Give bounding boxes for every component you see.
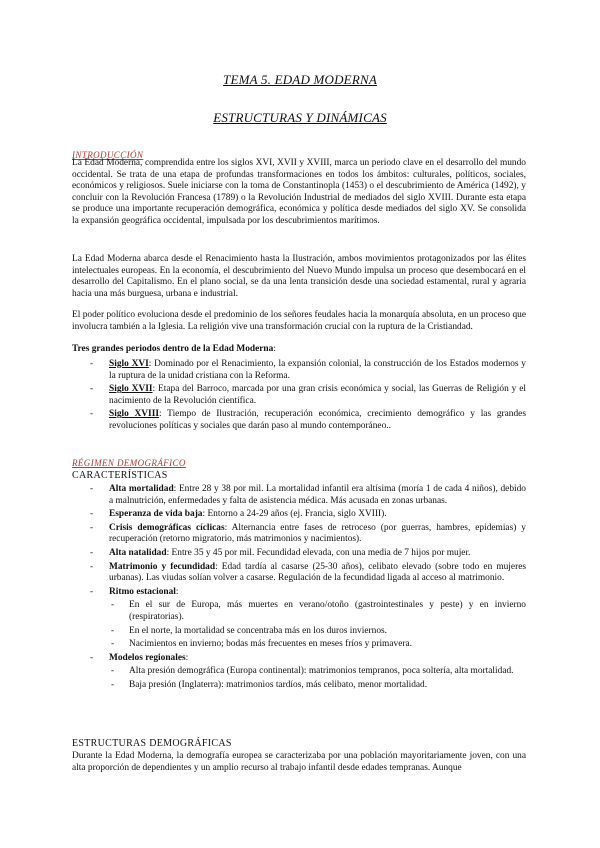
period-label: Siglo XVII	[109, 384, 153, 395]
list-item	[72, 548, 526, 560]
intro-paragraph-3: El poder político evoluciona desde el predominio de los señores feudales hacia la monarquía absoluta, en un proceso que involucra también a la Iglesia. La religión vive una transformación crucial con la ruptura de la Cristiandad.	[72, 310, 526, 332]
period-label: Siglo XVI	[109, 359, 149, 369]
list-item	[72, 484, 526, 507]
list-item: - Alta presión demográfica (Europa continental): matrimonios tempranos, poca soltería, alta mortalidad.	[109, 666, 526, 678]
item-colon: :	[185, 652, 189, 663]
periods-heading-colon: :	[273, 344, 276, 354]
period-text: : Etapa del Barroco, marcada por una gran crisis económica y social, las Guerras de Religión y el nacimiento de la Revolución científica.	[109, 384, 526, 406]
list-item: - En el sur de Europa, más muertes en verano/otoño (gastrointestinales y peste) y en invierno (respiratorias).	[109, 600, 526, 623]
section-heading-introduccion: INTRODUCCIÓN	[72, 150, 144, 160]
item-text: : Edad tardía al casarse (25-30 años), celibato elevado (sobre todo en mujeres urbanas). Las viudas solían volver a casarse. Regulación de la fecundidad ligada al acceso al matrimonio.	[109, 561, 527, 584]
item-label: Modelos regionales	[109, 652, 186, 663]
list-item	[72, 509, 526, 521]
item-colon: :	[175, 586, 179, 597]
document-title: TEMA 5. EDAD MODERNA	[223, 72, 377, 87]
subheading-caracteristicas: CARACTERÍSTICAS	[72, 470, 168, 481]
item-label: Alta natalidad	[109, 547, 167, 558]
modelos-sublist	[109, 666, 526, 691]
item-text: : Alternancia entre fases de retroceso (por guerras, hambres, epidemias) y recuperación (retorno migratorio, más matrimonios y nacimientos).	[109, 522, 526, 545]
list-item	[72, 587, 526, 651]
periods-list	[72, 359, 526, 435]
estructuras-paragraph-1: Durante la Edad Moderna, la demografía europea se caracterizaba por una población mayoritariamente joven, con una alta proporción de dependientes y un amplio recurso al trabajo infantil desde edades tempranas. Aunque	[72, 751, 526, 773]
intro-paragraph-2: La Edad Moderna abarca desde el Renacimiento hasta la Ilustración, ambos movimientos protagonizados por las élites intelectuales europeas. En la economía, el descubrimiento del Nuevo Mundo impulsa un proceso que desembocará en el desarrollo del Capitalismo. En el plano social, se da una lenta transición desde una sociedad estamental, rural y agraria hacia una más burguesa, urbana e industrial.	[72, 254, 526, 299]
item-label: Ritmo estacional	[109, 586, 176, 597]
intro-paragraph-1: La Edad Moderna, comprendida entre los siglos XVI, XVII y XVIII, marca un periodo clave en el desarrollo del mundo occidental. Se trata de una etapa de profundas transformaciones en todos los ámbitos: culturales, políticos, sociales, económicos y religiosos. Suele iniciarse con la toma de Constantinopla (1453) o el descubrimiento de América (1492), y concluir con la Revolución Francesa (1789) o la Revolución Industrial de mediados del siglo XVIII. Durante esta etapa se produce una importante recuperación demográfica, económica y política desde mediados del siglo XV. Se consolida la expansión geográfica occidental, impulsada por los descubrimientos marítimos.	[72, 158, 526, 226]
item-label: Esperanza de vida baja	[109, 509, 203, 520]
characteristics-list	[72, 484, 526, 694]
periods-heading-line	[72, 344, 526, 356]
ritmo-sublist	[109, 600, 526, 650]
item-text: : Entre 35 y 45 por mil. Fecundidad elevada, con una media de 7 hijos por mujer.	[166, 547, 471, 558]
list-item	[72, 562, 526, 585]
item-label: Matrimonio y fecundidad	[109, 561, 216, 572]
item-text: : Entre 28 y 38 por mil. La mortalidad infantil era altísima (moría 1 de cada 4 niños), debido a malnutrición, enfermedades y falta de asistencia médica. Más acusada en zonas urbanas.	[109, 484, 526, 506]
item-label: Alta mortalidad	[109, 484, 174, 494]
periods-heading: Tres grandes periodos dentro de la Edad Moderna	[72, 344, 274, 354]
list-item: - Nacimientos en invierno; bodas más frecuentes en meses fríos y primavera.	[109, 639, 526, 651]
list-item	[72, 523, 526, 546]
item-text: : Entorno a 24-29 años (ej. Francia, siglo XVIII).	[202, 509, 387, 520]
subheading-estructuras: ESTRUCTURAS DEMOGRÁFICAS	[72, 738, 232, 749]
list-item: - Baja presión (Inglaterra): matrimonios tardíos, más celibato, menor mortalidad.	[109, 680, 526, 692]
section-heading-regimen: RÉGIMEN DEMOGRÁFICO	[72, 458, 186, 468]
list-item	[72, 359, 526, 382]
list-item: - En el norte, la mortalidad se concentraba más en los duros inviernos.	[109, 626, 526, 638]
list-item	[72, 409, 526, 432]
period-text: : Dominado por el Renacimiento, la expansión colonial, la construcción de los Estados modernos y la ruptura de la unidad cristiana con la Reforma.	[109, 359, 526, 381]
list-item	[72, 653, 526, 692]
period-text: : Tiempo de Ilustración, recuperación económica, crecimiento demográfico y las grandes revoluciones políticas y sociales que darán paso al mundo contemporáneo..	[109, 409, 526, 431]
item-label: Crisis demográficas cíclicas	[109, 522, 225, 533]
list-item	[72, 384, 526, 407]
document-subtitle: ESTRUCTURAS Y DINÁMICAS	[213, 110, 387, 125]
period-label: Siglo XVIII	[109, 409, 160, 420]
